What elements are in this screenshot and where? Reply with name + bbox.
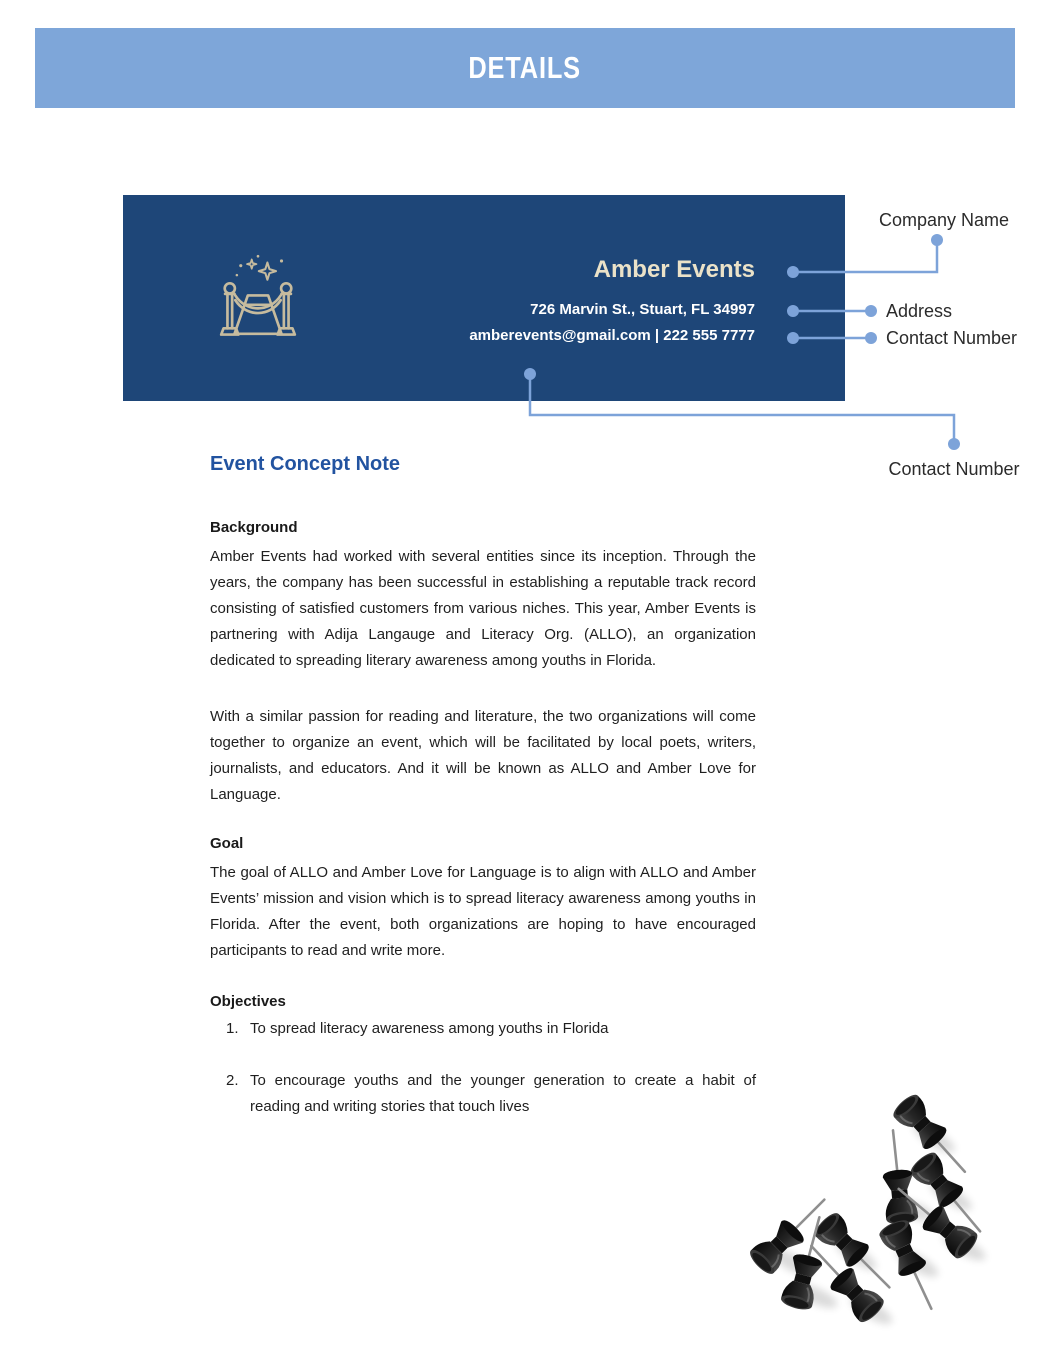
section-heading-background: Background [210, 519, 298, 536]
push-pins-image [750, 1080, 1050, 1360]
company-address: 726 Marvin St., Stuart, FL 34997 [530, 301, 755, 318]
document-title: Event Concept Note [210, 453, 401, 475]
callout-address: Address [886, 301, 953, 321]
velvet-rope-icon [211, 250, 305, 344]
background-paragraph-2: With a similar passion for reading and literature, the two organizations will come together to organize an event, which will be facilitated by local poets, writers, journalists, and educators. And it will be known as ALLO and Amber Love for Language. [210, 708, 756, 803]
list-item-text: To spread literacy awareness among youths in Florida [250, 1020, 609, 1037]
list-item-number: 2. [226, 1072, 239, 1089]
background-paragraph-1: Amber Events had worked with several entities since its inception. Through the years, the company has been successful in establishing a reputable track record consisting of satisfied customers from various niches. This year, Amber Events is partnering with Adija Langauge and Literacy Org. (ALLO), an organization dedicated to spreading literary awareness among youths in Florida. [210, 548, 756, 669]
list-item-text: To encourage youths and the younger generation to create a habit of reading and writing stories that touch lives [250, 1072, 756, 1115]
section-heading-goal: Goal [210, 835, 244, 852]
objectives-list [210, 1016, 756, 1120]
callout-contact-number: Contact Number [886, 328, 1018, 348]
goal-paragraph: The goal of ALLO and Amber Love for Language is to align with ALLO and Amber Events’ mission and vision which is to spread literacy awareness among youths in Florida. After the event, both organizations are hoping to have encouraged participants to read and write more. [210, 864, 756, 959]
section-heading-objectives: Objectives [210, 993, 286, 1010]
list-item [210, 1016, 756, 1042]
banner-title: DETAILS [468, 50, 582, 85]
callout-contact-number-2: Contact Number [888, 459, 1020, 479]
details-banner [35, 28, 1015, 108]
callout-company-name: Company Name [878, 210, 1010, 230]
letterhead-text [469, 257, 755, 349]
company-contact: amberevents@gmail.com | 222 555 7777 [469, 327, 755, 344]
list-item [210, 1068, 756, 1120]
letterhead [123, 195, 845, 401]
document-body [210, 452, 756, 1120]
company-name: Amber Events [593, 256, 755, 283]
list-item-number: 1. [226, 1020, 239, 1037]
